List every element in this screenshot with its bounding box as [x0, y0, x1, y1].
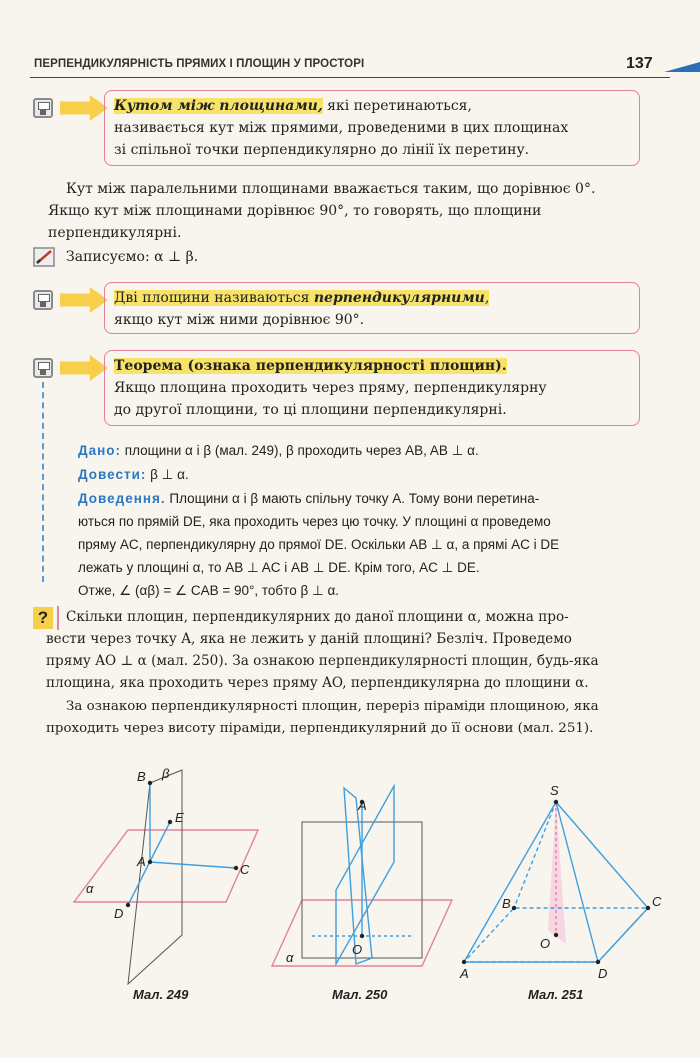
theorem-line-2: Якщо площина проходить через пряму, перпендикулярну — [114, 380, 547, 396]
plane-through-AO-1 — [344, 788, 372, 964]
question-line-3: пряму AO ⊥ α (мал. 250). За ознакою перпендикулярності площин, будь-яка — [46, 653, 599, 669]
label-O-250: O — [352, 942, 363, 957]
given-label: Дано: — [78, 443, 122, 458]
point-A-249 — [148, 860, 152, 864]
proof-line-4: лежать у площині α, то AB ⊥ AC і AB ⊥ DE. Крім того, AC ⊥ DE. — [78, 560, 480, 575]
proof-line-2: ються по прямій DE, яка проходить через цю точку. У площині α проведемо — [78, 514, 551, 529]
label-B-251: B — [502, 896, 511, 911]
caption-fig-251: Мал. 251 — [528, 987, 584, 1002]
proof-line-3: пряму AC, перпендикулярну до прямої DE. Оскільки AB ⊥ α, а прямі AC і DE — [78, 537, 560, 552]
given-line: Дано: площини α і β (мал. 249), β проходить через AB, AB ⊥ α. — [78, 443, 479, 458]
paragraph-2-line-1: За ознакою перпендикулярності площин, переріз піраміди площиною, яка — [66, 699, 599, 714]
definition-1-line-1: Кутом між площинами, які перетинаються, — [114, 98, 472, 114]
definition-2-line-2: якщо кут між ними дорівнює 90°. — [114, 312, 365, 328]
edge-DC-251 — [598, 908, 648, 962]
proof-line-1: Доведення. Площини α і β мають спільну точку A. Тому вони перетина- — [78, 491, 540, 506]
theorem-line-3: до другої площини, то ці площини перпендикулярні. — [114, 402, 507, 418]
question-line-4: площина, яка проходить через пряму AO, перпендикулярна до площини α. — [46, 675, 589, 691]
definition-1-line-2: називається кут між прямими, проведеними в цих площинах — [114, 120, 569, 136]
point-B-249 — [148, 781, 152, 785]
label-beta-249: β — [162, 766, 170, 781]
label-E-249: E — [175, 810, 184, 825]
label-A-250: A — [358, 798, 367, 813]
figure-250 — [272, 786, 452, 966]
label-A-249: A — [137, 854, 146, 869]
point-A-251 — [462, 960, 466, 964]
theorem-title: Теорема (ознака перпендикулярності площин). — [114, 358, 507, 374]
prove-line: Довести: β ⊥ α. — [78, 467, 189, 482]
label-C-251: C — [652, 894, 662, 909]
term-perpendicular: перпендикулярними — [313, 290, 485, 306]
prove-label: Довести: — [78, 467, 147, 482]
paragraph-2-line-2: проходить через висоту піраміди, перпендикулярний до її основи (мал. 251). — [46, 721, 594, 736]
point-O-251 — [554, 933, 558, 937]
question-line-2: вести через точку A, яка не лежить у даній площині? Безліч. Проведемо — [46, 631, 572, 647]
label-O-251: O — [540, 936, 551, 951]
section-triangle-251 — [548, 802, 566, 944]
point-E-249 — [168, 820, 172, 824]
line-AC-249 — [150, 862, 236, 868]
label-S-251: S — [550, 783, 559, 798]
plane-alpha-249 — [74, 830, 258, 902]
label-alpha-249: α — [86, 881, 94, 896]
point-D-251 — [596, 960, 600, 964]
label-D-249: D — [114, 906, 124, 921]
label-B-249: B — [137, 769, 146, 784]
caption-fig-250: Мал. 250 — [332, 987, 388, 1002]
label-C-249: C — [240, 862, 250, 877]
running-header-title: ПЕРПЕНДИКУЛЯРНІСТЬ ПРЯМИХ І ПЛОЩИН У ПРОСТОРІ — [34, 58, 365, 70]
paragraph-1-line-2: Якщо кут між площинами дорівнює 90°, то говорять, що площини — [48, 203, 542, 219]
caption-fig-249: Мал. 249 — [133, 987, 189, 1002]
point-C-251 — [646, 906, 650, 910]
paragraph-1-line-1: Кут між паралельними площинами вважається таким, що дорівнює 0°. — [66, 181, 596, 197]
label-alpha-250: α — [286, 950, 294, 965]
term-angle-between-planes: Кутом між площинами, — [114, 98, 323, 114]
proof-label: Доведення. — [78, 491, 166, 506]
paragraph-1-line-3: перпендикулярні. — [48, 225, 182, 241]
plane-beta-249 — [128, 770, 182, 984]
point-S-251 — [554, 800, 558, 804]
label-A-251: A — [460, 966, 469, 981]
label-D-251: D — [598, 966, 608, 981]
question-mark-icon: ? — [33, 607, 53, 629]
proof-line-5: Отже, ∠ (αβ) = ∠ CAB = 90°, тобто β ⊥ α. — [78, 583, 340, 598]
point-B-251 — [512, 906, 516, 910]
figure-249 — [74, 770, 258, 984]
point-O-250 — [360, 934, 364, 938]
notation-line: Записуємо: α ⊥ β. — [66, 249, 199, 265]
edge-SB-251 — [514, 802, 556, 908]
point-D-249 — [126, 903, 130, 907]
definition-2-highlight: Дві площини називаються перпендикулярними, — [114, 290, 490, 306]
point-C-249 — [234, 866, 238, 870]
page-number: 137 — [626, 55, 653, 72]
question-line-1: Скільки площин, перпендикулярних до даної площини α, можна про- — [66, 609, 569, 625]
figure-251 — [462, 800, 650, 964]
definition-1-line-3: зі спільної точки перпендикулярно до лінії їх перетину. — [114, 142, 530, 158]
